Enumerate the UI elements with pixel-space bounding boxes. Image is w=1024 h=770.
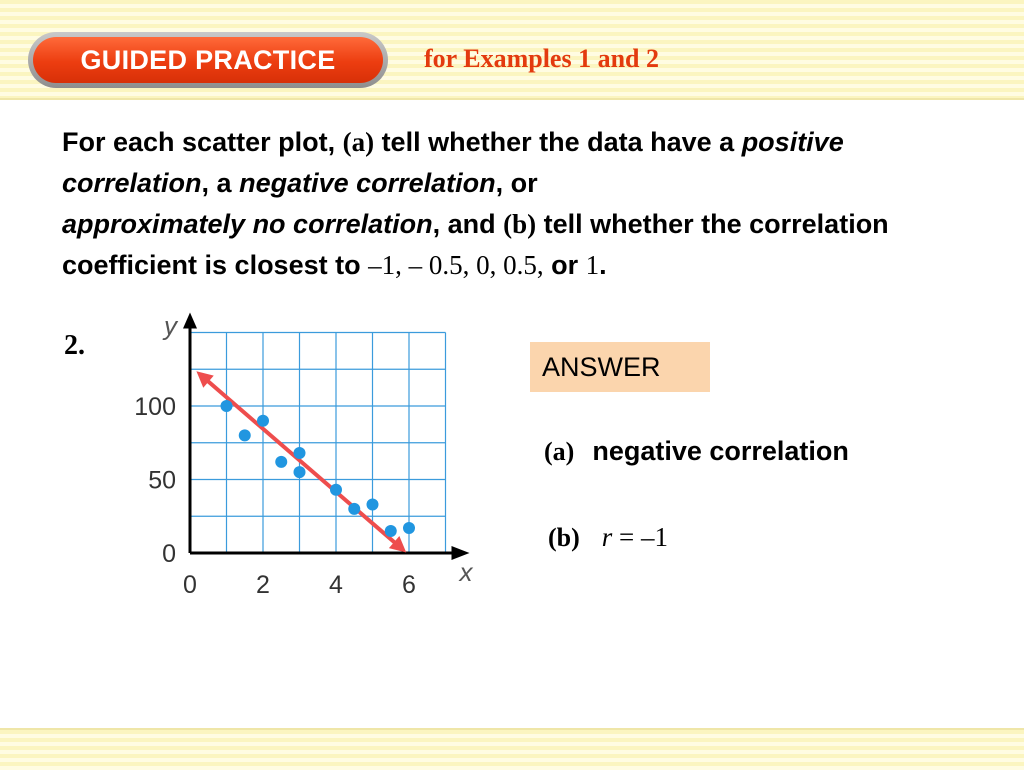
trend-line-segment — [201, 375, 402, 548]
guided-practice-label: GUIDED PRACTICE — [33, 37, 383, 83]
footer-band — [0, 728, 1024, 770]
data-point — [385, 525, 397, 537]
problem-number: 2. — [64, 330, 85, 361]
prompt-values: –1, – 0.5, 0, 0.5, — [368, 250, 544, 280]
data-point — [221, 400, 233, 412]
data-point — [348, 503, 360, 515]
part-b-marker: (b) — [503, 209, 537, 239]
prompt-term-none: approximately no correlation — [62, 209, 433, 239]
trend-line — [196, 371, 406, 552]
answer-a-text: negative correlation — [592, 436, 849, 466]
examples-subtitle: for Examples 1 and 2 — [424, 44, 659, 73]
x-tick-label: 0 — [183, 571, 197, 599]
scatter-plot — [120, 310, 473, 605]
prompt-part: , or — [495, 168, 538, 198]
y-tick-label: 0 — [162, 540, 176, 568]
y-tick-label: 100 — [134, 393, 176, 421]
prompt-value-one: 1 — [585, 250, 600, 280]
answer-b-letter: (b) — [548, 523, 580, 552]
data-point — [257, 415, 269, 427]
y-tick-label: 50 — [148, 466, 176, 495]
x-tick-label: 4 — [329, 571, 343, 599]
data-point — [294, 466, 306, 478]
prompt-part: tell whether the correlation coefficient is closest to — [62, 209, 889, 280]
prompt-part: , and — [432, 209, 504, 239]
answer-b-variable: r — [601, 522, 613, 552]
x-tick-label: 6 — [402, 571, 416, 599]
guided-practice-badge — [28, 32, 388, 88]
chart-grid — [190, 333, 446, 554]
data-point — [367, 498, 379, 510]
data-point — [294, 447, 306, 459]
data-point — [403, 522, 415, 534]
prompt-term-negative: negative correlation — [239, 168, 496, 198]
answer-b — [548, 522, 668, 553]
answer-b-text — [602, 522, 668, 552]
x-tick-label: 2 — [256, 571, 270, 599]
chart-axes — [162, 311, 474, 588]
prompt-part: , a — [201, 168, 240, 198]
y-axis-arrow — [183, 313, 197, 329]
part-a-marker: (a) — [342, 127, 375, 157]
prompt-term-positive: positive correlation — [62, 127, 844, 198]
answer-a — [544, 436, 849, 467]
prompt-part: For each scatter plot, — [62, 127, 343, 157]
y-axis-label: y — [164, 310, 177, 341]
answer-a-letter: (a) — [544, 437, 575, 466]
data-point — [239, 429, 251, 441]
answer-box — [530, 342, 710, 392]
data-point — [275, 456, 287, 468]
chart-tick-labels — [134, 393, 416, 599]
data-point — [330, 484, 342, 496]
answer-b-value: = –1 — [612, 522, 669, 552]
prompt-part: tell whether the data have a — [374, 127, 742, 157]
prompt-text — [62, 122, 982, 286]
answer-label: ANSWER — [542, 352, 661, 382]
prompt-part: or — [543, 250, 586, 280]
prompt-part: . — [599, 250, 607, 280]
x-axis-label: x — [459, 557, 473, 587]
